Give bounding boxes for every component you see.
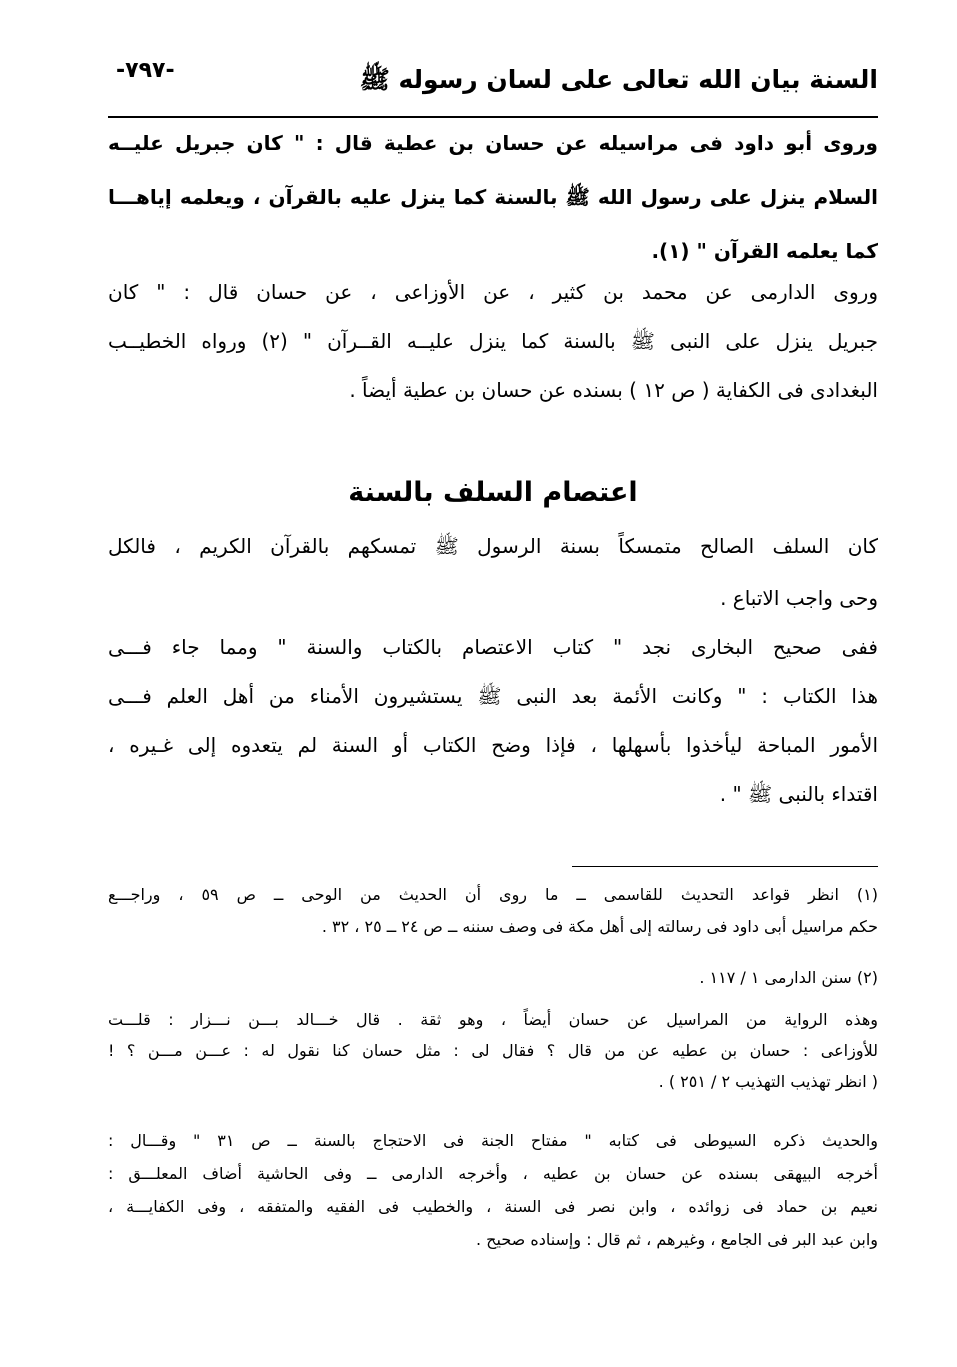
text-line: اقتداء بالنبى ﷺ " .: [719, 782, 878, 806]
footnote-line: أخرجه البيهقى بسنده عن حسان بن عطيه ، وأخرجه الدارمى ــ وفى الحاشية أضاف المعلـــق :: [108, 1164, 878, 1183]
page-number: -٧٩٧-: [116, 58, 175, 83]
footnote-line: (٢) سنن الدارمى ١ / ١١٧ .: [699, 968, 878, 987]
footnote-2-more: [108, 1129, 878, 1261]
running-title: السنة بيان الله تعالى على لسان رسوله ﷺ: [359, 65, 878, 94]
text-line: كما يعلمه القرآن " (١).: [651, 239, 878, 263]
text-line: السلام ينزل على رسول الله ﷺ بالسنة كما ينزل عليه بالقرآن ، ويعلمه إياهـــا: [108, 185, 878, 209]
paragraph-bukhari: [108, 632, 878, 828]
text-line: وروى الدارمى عن محمد بن كثير ، عن الأوزاعى ، عن حسان قال : " كان: [108, 280, 878, 304]
footnote-line: وابن عبد البر فى الجامع ، وغيرهم ، ثم قال : وإسناده صحيح .: [475, 1230, 878, 1249]
footnote-separator: [572, 866, 878, 867]
paragraph-darimi: [108, 277, 878, 424]
paragraph-salaf: [108, 531, 878, 635]
text-line: وحى واجب الاتباع .: [720, 586, 878, 610]
paragraph-abu-dawud: [108, 128, 878, 290]
footnote-line: وهذه الرواية من المراسيل عن حسان أيضاً ، وهو ثقة . قال خـــالد بـــن نـــزار : قلـــت: [108, 1010, 878, 1029]
text-line: الأمور المباحة ليأخذوا بأسهلها ، فإذا وضح الكتاب أو السنة لم يتعدوه إلى غـيره ،: [108, 733, 878, 757]
text-line: ففى صحيح البخارى نجد " كتاب الاعتصام بالكتاب والسنة " ومما جاء فـــى: [108, 635, 878, 659]
page-header: [108, 58, 878, 118]
text-line: جبريل ينزل على النبى ﷺ بالسنة كما ينزل عليــه القــرآن " (٢) ورواه الخطيــب: [108, 329, 878, 353]
footnote-1: [108, 883, 878, 947]
footnote-line: للأوزاعى : حسان بن عطيه عن من قال ؟ فقال لى : مثل حسان كنا نقول له : عـــن مـــن ؟ !: [108, 1041, 878, 1060]
text-line: هذا الكتاب : " وكانت الأئمة بعد النبى ﷺ يستشيرون الأمناء من أهل العلم فـــى: [108, 684, 878, 708]
footnote-2: [108, 966, 878, 998]
footnote-line: ( انظر تهذيب التهذيب ٢ / ٢٥١ ) .: [658, 1072, 878, 1091]
footnote-line: نعيم بن حماد فى زوائده ، وابن نصر فى السنة ، والخطيب فى الفقيه والمتفقه ، وفى الكفايـــة ،: [108, 1197, 878, 1216]
section-heading: اعتصام السلف بالسنة: [348, 477, 638, 508]
footnote-line: والحديث ذكره السيوطى فى كتابه " مفتاح الجنة فى الاحتجاج بالسنة ــ ص ٣١ " وقـــال :: [108, 1131, 878, 1150]
footnote-line: حكم مراسيل أبى داود فى رسالته إلى أهل مكة فى وصف سننه ــ ص ٢٤ ــ ٢٥ ، ٣٢ .: [321, 917, 878, 936]
footnote-2-note: [108, 1008, 878, 1101]
text-line: كان السلف الصالح متمسكاً بسنة الرسول ﷺ تمسكهم بالقرآن الكريم ، فالكل: [108, 534, 878, 558]
text-line: وروى أبو داود فى مراسيله عن حسان بن عطية قال : " كان جبريل عليــه: [108, 131, 878, 155]
footnote-line: (١) انظر قواعد التحديث للقاسمى ــ ما روى أن الحديث من الوحى ــ ص ٥٩ ، وراجـــع: [108, 885, 878, 904]
text-line: البغدادى فى الكفاية ( ص ١٢ ) بسنده عن حسان بن عطية أيضاً .: [349, 378, 878, 402]
